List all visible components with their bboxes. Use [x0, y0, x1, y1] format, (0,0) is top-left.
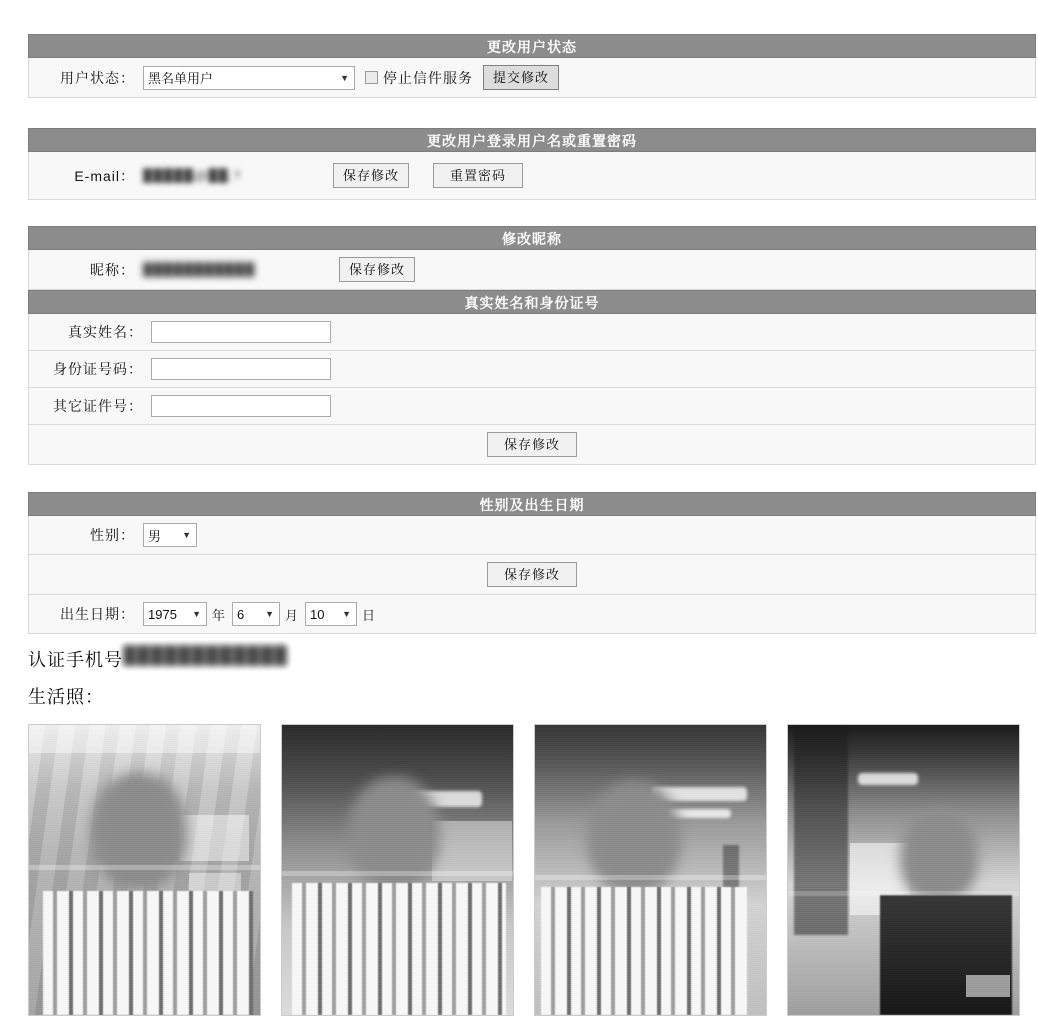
identity-save-row	[28, 425, 1036, 465]
chevron-down-icon: ▼	[342, 609, 352, 619]
photos-label: 生活照：	[28, 687, 104, 707]
email-field-value: █████@██.?	[143, 168, 242, 183]
section-title-gender-birth: 性别及出生日期	[28, 492, 1036, 516]
section-title-nickname: 修改昵称	[28, 226, 1036, 250]
section-nickname	[28, 226, 1036, 290]
verified-phone-line	[28, 645, 288, 672]
birth-month-unit: 月	[285, 607, 300, 623]
birthdate-label: 出生日期：	[60, 606, 135, 622]
verified-phone-label: 认证手机号	[28, 650, 123, 670]
email-row	[28, 152, 1036, 200]
section-identity	[28, 290, 1036, 465]
photo-grain	[29, 725, 260, 1015]
nickname-field-value: ███████████	[143, 262, 256, 277]
user-status-select-value: 黑名单用户	[148, 71, 214, 86]
birth-month-select[interactable]	[232, 602, 280, 626]
save-email-button[interactable]: 保存修改	[333, 163, 409, 188]
photo-thumbnail[interactable]	[281, 724, 514, 1016]
gender-select-value: 男	[148, 528, 162, 544]
nickname-row	[28, 250, 1036, 290]
gender-row	[28, 516, 1036, 555]
submit-status-button[interactable]: 提交修改	[483, 65, 559, 90]
birth-day-unit: 日	[362, 607, 377, 623]
chevron-down-icon: ▼	[265, 609, 275, 619]
photo-thumbnail[interactable]	[787, 724, 1020, 1016]
other-id-label: 其它证件号：	[53, 398, 143, 414]
gender-select[interactable]	[143, 523, 197, 547]
email-field[interactable]	[143, 162, 323, 190]
stop-mail-label: 停止信件服务	[383, 69, 473, 86]
reset-password-button[interactable]: 重置密码	[433, 163, 523, 188]
stop-mail-checkbox[interactable]	[365, 71, 378, 84]
verified-phone-value: ████████████	[123, 645, 289, 665]
birth-year-unit: 年	[212, 607, 227, 623]
photo-thumbnail[interactable]	[28, 724, 261, 1016]
email-label: E-mail：	[74, 167, 135, 184]
section-gender-birth	[28, 492, 1036, 634]
chevron-down-icon: ▼	[340, 72, 349, 83]
birth-year-value: 1975	[148, 606, 177, 622]
nickname-field[interactable]	[143, 258, 329, 282]
section-login-account	[28, 128, 1036, 200]
other-id-input[interactable]	[151, 395, 331, 417]
photo-grain	[282, 725, 513, 1015]
save-nickname-button[interactable]: 保存修改	[339, 257, 415, 282]
photo-gallery	[28, 724, 1036, 1016]
section-user-status	[28, 34, 1036, 98]
photo-grain	[788, 725, 1019, 1015]
section-title-login-account: 更改用户登录用户名或重置密码	[28, 128, 1036, 152]
real-name-row	[28, 314, 1036, 351]
user-status-label: 用户状态：	[60, 69, 135, 86]
birth-year-select[interactable]	[143, 602, 207, 626]
save-identity-button[interactable]: 保存修改	[487, 432, 577, 457]
birthdate-row	[28, 595, 1036, 634]
photo-thumbnail[interactable]	[534, 724, 767, 1016]
id-number-input[interactable]	[151, 358, 331, 380]
user-status-row	[28, 58, 1036, 98]
id-number-label: 身份证号码：	[53, 361, 143, 377]
real-name-input[interactable]	[151, 321, 331, 343]
save-gender-button[interactable]: 保存修改	[487, 562, 577, 587]
photo-grain	[535, 725, 766, 1015]
gender-label: 性别：	[90, 527, 135, 543]
nickname-label: 昵称：	[90, 261, 135, 278]
birth-month-value: 6	[237, 606, 245, 622]
id-number-row	[28, 351, 1036, 388]
chevron-down-icon: ▼	[182, 530, 191, 540]
user-status-select[interactable]	[143, 66, 355, 90]
section-title-user-status: 更改用户状态	[28, 34, 1036, 58]
birth-day-select[interactable]	[305, 602, 357, 626]
chevron-down-icon: ▼	[192, 609, 201, 619]
other-id-row	[28, 388, 1036, 425]
birth-day-value: 10	[310, 606, 325, 622]
section-title-identity: 真实姓名和身份证号	[28, 290, 1036, 314]
real-name-label: 真实姓名：	[68, 324, 143, 340]
gender-save-row	[28, 555, 1036, 595]
